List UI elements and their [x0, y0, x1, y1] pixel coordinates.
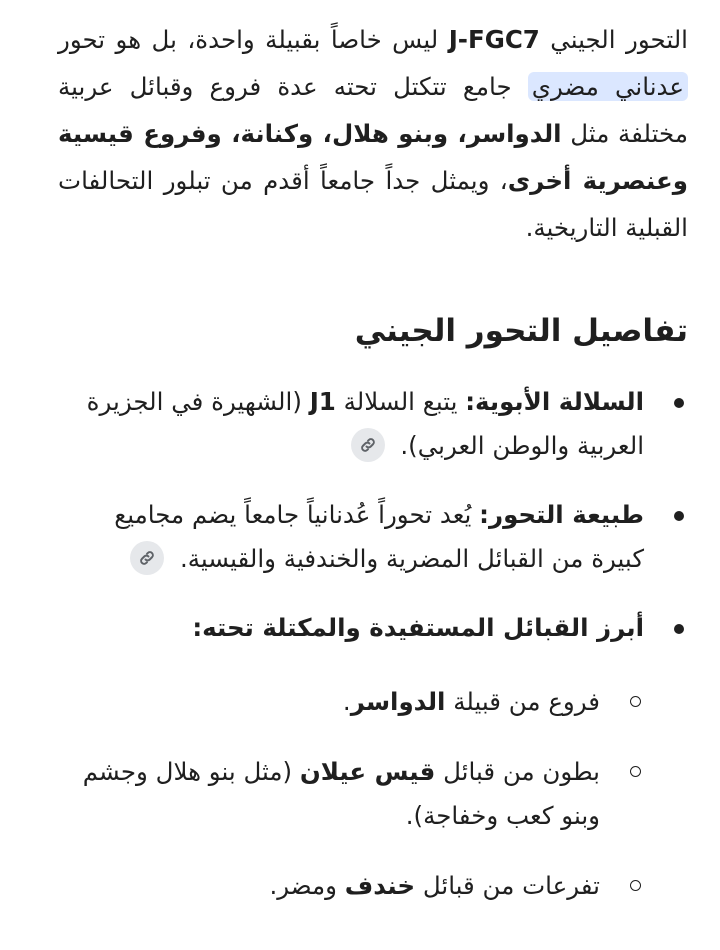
item-text: يُعد تحوراً عُدنانياً جامعاً يضم مجاميع كبيرة من القبائل المضرية والخندفية والقيسية. — [114, 500, 644, 573]
citation-link-button[interactable] — [351, 428, 385, 462]
circle-bullet-icon — [630, 696, 641, 707]
item-text: يتبع السلالة — [335, 387, 466, 416]
section-heading: تفاصيل التحور الجيني — [354, 313, 688, 349]
item-label: أبرز القبائل المستفيدة والمكتلة تحته: — [192, 613, 644, 642]
sublist-item — [58, 680, 644, 724]
details-list — [58, 380, 688, 934]
list-item-tribes — [58, 606, 688, 908]
citation-link-button[interactable] — [130, 541, 164, 575]
sublist-item — [58, 864, 644, 908]
list-item-nature — [58, 493, 688, 581]
tribes-bold: الدواسر، وبنو هلال، وكنانة، وفروع قيسية وعنصرية أخرى — [58, 119, 688, 195]
item-text: (الشهيرة في الجزيرة العربية والوطن العربي). — [86, 387, 644, 460]
bullet-icon — [674, 624, 684, 634]
item-label: طبيعة التحور: — [479, 500, 644, 529]
haplogroup-code: J-FGC7 — [448, 25, 540, 54]
highlighted-term[interactable]: عدناني مضري — [528, 72, 688, 101]
subitem-bold: قيس عيلان — [299, 757, 436, 786]
lineage-code: J1 — [309, 387, 336, 416]
intro-paragraph — [58, 16, 688, 251]
list-item-lineage — [58, 380, 688, 468]
subitem-text: ومضر. — [269, 871, 345, 900]
link-icon — [359, 436, 377, 454]
intro-text-4: ، ويمثل جداً جامعاً أقدم من تبلور التحالفات القبلية التاريخية. — [58, 166, 688, 242]
subitem-text: . — [342, 687, 351, 716]
subitem-bold: خندف — [344, 871, 416, 900]
bullet-icon — [674, 511, 684, 521]
circle-bullet-icon — [630, 880, 641, 891]
bullet-icon — [674, 398, 684, 408]
intro-text-1: التحور الجيني — [539, 25, 688, 54]
subitem-text: (مثل بنو هلال وجشم وبنو كعب وخفاجة). — [82, 757, 600, 830]
subitem-text: فروع من قبيلة — [445, 687, 600, 716]
circle-bullet-icon — [630, 766, 641, 777]
subitem-text: بطون من قبائل — [435, 757, 600, 786]
item-label: السلالة الأبوية: — [465, 387, 644, 416]
sublist-item — [58, 750, 644, 838]
subitem-bold: الدواسر — [350, 687, 446, 716]
intro-text-3: جامع تتكتل تحته عدة فروع وقبائل عربية مختلفة مثل — [58, 72, 688, 148]
subitem-text: تفرعات من قبائل — [415, 871, 600, 900]
tribes-sublist — [58, 680, 644, 908]
link-icon — [138, 549, 156, 567]
intro-text-2: ليس خاصاً بقبيلة واحدة، بل هو تحور — [58, 25, 449, 54]
